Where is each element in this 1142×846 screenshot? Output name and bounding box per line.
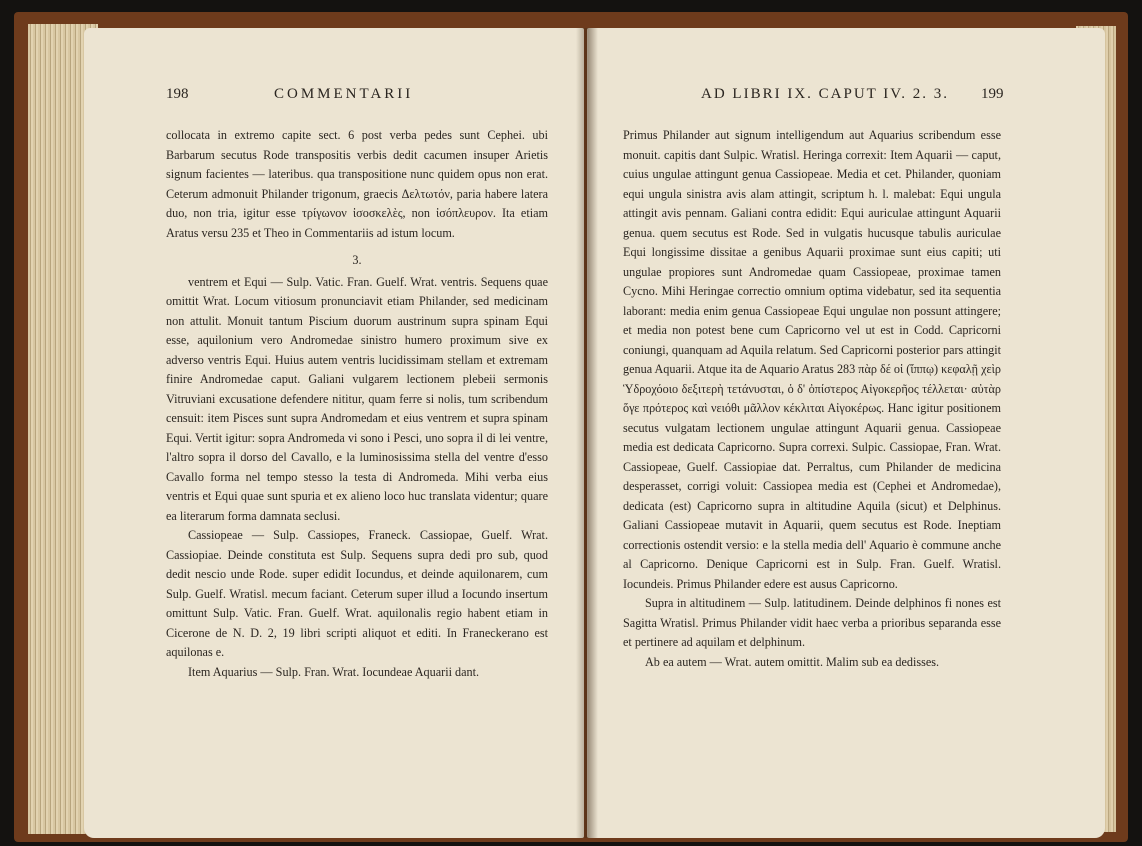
right-paragraph: Supra in altitudinem — Sulp. latitudinem. Deinde delphinos fi nones est Sagitta Wratisl. Primus Philander vidit haec verba a prioribus separanda esse et pertinere ad aquilam et delphinum. xyxy=(623,596,1001,649)
book-gutter xyxy=(576,28,598,838)
section-number: 3. xyxy=(352,253,362,267)
left-paragraph: ventrem et Equi — Sulp. Vatic. Fran. Guelf. Wrat. ventris. Sequens quae omittit Wrat. Locum vitiosum pronunciavit etiam Philander, sed medicinam non attulit. Monuit tantum Piscium duorum austrinum supra spinam Equi esse, aquilonium vero Andromedae sinistro humero proximum sive ex adverso ventris Equi. Huius autem ventris lucidissimam stellam et extremam finire Andromedae caput. Galiani vulgarem lectionem plebeii sermonis Vitruviani excusatione defendere nititur, quam ferre si nolis, tum scribendum censuit: item Pisces sunt supra Andromedam et eius ventrem et supra spinam Equi. Vertit igitur: sopra Andromeda vi sono i Pesci, uno sopra il di lei ventre, l'altro sopra il dorso del Cavallo, e la luminosissima stella del ventre d'esso Cavallo forma nel tempo stesso la testa di Andromeda. Mihi verba eius ventris et Equi quae sunt spuria et ex alieno loco huc translata videntur; quare ea literarum forma damnata seclusi. xyxy=(166,274,548,523)
left-paragraph: collocata in extremo capite sect. 6 post verba pedes sunt Cephei. ubi Barbarum secutus Rode transpositis verbis dedit cacumen insuper Arietis signum facientes — lateribus. qua transpositione nunc quidem opus non erat. Ceterum admonuit Philander trigonum, graecis Δελτωτόν, paria habere latera duo, non tria, igitur esse τρίγωνον ἰσοσκελὲς, non ἰσόπλευρον. Ita etiam Aratus versu 235 et Theo in Commentariis ad istum locum. xyxy=(166,128,548,240)
left-body-text xyxy=(166,126,548,682)
right-paragraph: Primus Philander aut signum intelligendum aut Aquarius scribendum esse monuit. capitis dant Sulpic. Wratisl. Heringa correxit: Item Aquarii — caput, cuius ungulae attingunt genua Cassiopeae. Media et cet. Philander, quoniam equi ungula sinistra avis alam attingit, scriptum h. l. malebat: Equi ungula attingit avis pennam. Galiani contra edidit: Equi auriculae attingunt Aquarii genua. quem secutus est Rode. Sed in vulgatis hucusque tabulis auriculae Equi longissime dissitae a genibus Aquarii proximae sunt eius capiti; uti ungulae propiores sunt Andromedae quam Cassiopeae, proximae tamen Cycno. Mihi Heringae correctio omnium optima videbatur, sed ita sequentia laborant: media enim genua Cassiopeae Equi ungulae non possunt attingere; et media non potest bene cum Capricorno vel ut est in Codd. Capricorni coniungi, quanquam ad Aquila relatum. Sed Capricorni posterior pars attingit genua Aquarii. Atque ita de Aquario Aratus 283 πὰρ δέ οἱ (ἵππῳ) κεφαλῇ χεὶρ Ὑδροχόοιο δεξιτερὴ τετάνυσται, ὁ δ' ὀπίστερος Αἰγοκερῆος τέλλεται· αὐτὰρ ὅγε πρότερος καὶ νειόθι μᾶλλον κέκλιται Αἰγοκέρως. Hanc igitur positionem secutus vulgatam lectionem ungulae attingunt Aquarii genua. Cassiopeae media est dedicata Capricorno. Supra correxi. Sulpic. Cassiopae, Fran. Wrat. Cassiopeae, Guelf. Cassiopiae dat. Perraltus, cum Philander de medicina desperasset, corrigi voluit: Cassiopea media est (Cephei et Andromedae), dedicata (est) Capricorno supra in altitudine Aquila (sicut) et Delphinus. Galiani Cassiopeae mutavit in Aquarii, quem secutus est Rode. Ineptiam correctionis ostendit versio: e la stella media dell' Aquario è commune anche al Capricorno. Denique Capricorni est in Sulp. Fran. Guelf. Wratisl. Iocundeis. Primus Philander edere est ausus Capricorno. xyxy=(623,128,1001,591)
left-paragraph: Cassiopeae — Sulp. Cassiopes, Franeck. Cassiopae, Guelf. Wrat. Cassiopiae. Deinde constituta est Sulp. Sequens supra dedi pro sub, quod dedit nescio unde Rode. super edidit Iocundus, et deinde aquilonarem, cum Sulp. Guelf. Wratisl. mecum faciant. Ceterum super illud a Iocundo insertum omittunt Sulp. Vatic. Fran. Guelf. Wrat. aquilonalis regio habent etiam in Cicerone de N. D. 2, 19 libri scripti aliquot et editi. In Franeckerano est aquilonas e. xyxy=(166,528,548,659)
left-running-title: COMMENTARII xyxy=(274,86,414,102)
open-book xyxy=(14,12,1128,842)
left-running-head xyxy=(166,86,548,103)
left-page xyxy=(84,28,584,838)
right-page xyxy=(587,28,1105,838)
right-paragraph: Ab ea autem — Wrat. autem omittit. Malim sub ea dedisses. xyxy=(645,654,940,669)
left-page-number: 198 xyxy=(166,86,189,102)
left-paragraph: Item Aquarius — Sulp. Fran. Wrat. Iocundeae Aquarii dant. xyxy=(188,664,480,679)
right-running-title: AD LIBRI IX. CAPUT IV. 2. 3. xyxy=(701,86,949,102)
right-page-number: 199 xyxy=(981,86,1004,102)
right-body-text xyxy=(623,126,1001,672)
